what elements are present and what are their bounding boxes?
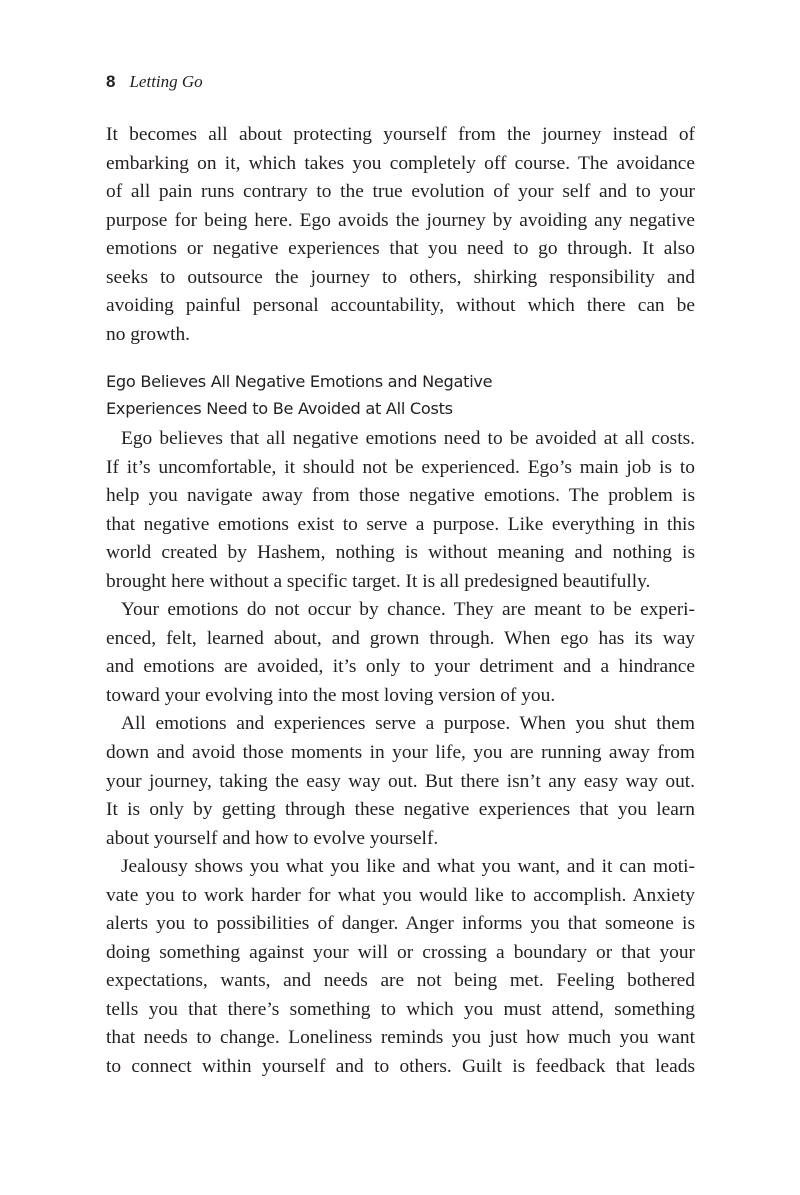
text-line: about yourself and how to evolve yourself. bbox=[106, 827, 439, 849]
heading-line: Ego Believes All Negative Emotions and Negative bbox=[106, 372, 493, 391]
text-line: that needs to change. Loneliness reminds you just how much you want bbox=[106, 1027, 695, 1049]
section-body bbox=[106, 425, 695, 1082]
paragraph bbox=[106, 121, 695, 349]
text-line: toward your evolving into the most loving version of you. bbox=[106, 684, 556, 706]
text-line: tells you that there’s something to which you must attend, something bbox=[106, 998, 695, 1020]
text-line: down and avoid those moments in your life, you are running away from bbox=[106, 742, 695, 764]
text-line: All emotions and experiences serve a purpose. When you shut them bbox=[121, 713, 695, 735]
text-line: world created by Hashem, nothing is without meaning and nothing is bbox=[106, 542, 695, 564]
paragraph bbox=[106, 596, 695, 710]
paragraph bbox=[106, 425, 695, 596]
text-line: to connect within yourself and to others. Guilt is feedback that leads bbox=[106, 1056, 695, 1078]
text-line: embarking on it, which takes you completely off course. The avoidance bbox=[106, 152, 695, 174]
text-line: help you navigate away from those negative emotions. The problem is bbox=[106, 485, 695, 507]
paragraph bbox=[106, 853, 695, 1081]
text-line: emotions or negative experiences that you need to go through. It also bbox=[106, 238, 695, 260]
opening-paragraph bbox=[106, 121, 695, 349]
text-line: that negative emotions exist to serve a purpose. Like everything in this bbox=[106, 513, 695, 535]
text-line: vate you to work harder for what you would like to accomplish. Anxiety bbox=[106, 884, 695, 906]
text-line: enced, felt, learned about, and grown through. When ego has its way bbox=[106, 627, 695, 649]
text-line: expectations, wants, and needs are not being met. Feeling bothered bbox=[106, 970, 695, 992]
page-number: 8 bbox=[106, 72, 116, 91]
text-line: It becomes all about protecting yourself from the journey instead of bbox=[106, 124, 695, 145]
text-line: no growth. bbox=[106, 323, 191, 345]
running-head bbox=[106, 72, 203, 92]
text-line: If it’s uncomfortable, it should not be experienced. Ego’s main job is to bbox=[106, 456, 695, 478]
text-line: of all pain runs contrary to the true evolution of your self and to your bbox=[106, 181, 695, 203]
text-line: brought here without a specific target. It is all predesigned beautifully. bbox=[106, 570, 651, 592]
text-line: alerts you to possibilities of danger. Anger informs you that someone is bbox=[106, 913, 695, 935]
paragraph bbox=[106, 710, 695, 853]
text-line: seeks to outsource the journey to others, shirking responsibility and bbox=[106, 266, 695, 288]
text-line: purpose for being here. Ego avoids the journey by avoiding any negative bbox=[106, 209, 695, 231]
text-line: and emotions are avoided, it’s only to your detriment and a hindrance bbox=[106, 656, 695, 678]
text-line: Jealousy shows you what you like and what you want, and it can moti- bbox=[121, 856, 695, 878]
text-line: your journey, taking the easy way out. But there isn’t any easy way out. bbox=[106, 770, 695, 792]
heading-line: Experiences Need to Be Avoided at All Costs bbox=[106, 399, 453, 418]
text-line: doing something against your will or crossing a boundary or that your bbox=[106, 941, 695, 963]
text-line: avoiding painful personal accountability, without which there can be bbox=[106, 295, 695, 317]
text-line: It is only by getting through these negative experiences that you learn bbox=[106, 799, 695, 821]
text-line: Your emotions do not occur by chance. They are meant to be experi- bbox=[121, 599, 695, 621]
book-title: Letting Go bbox=[129, 72, 203, 91]
section-heading bbox=[106, 368, 492, 422]
text-line: Ego believes that all negative emotions need to be avoided at all costs. bbox=[121, 428, 695, 449]
